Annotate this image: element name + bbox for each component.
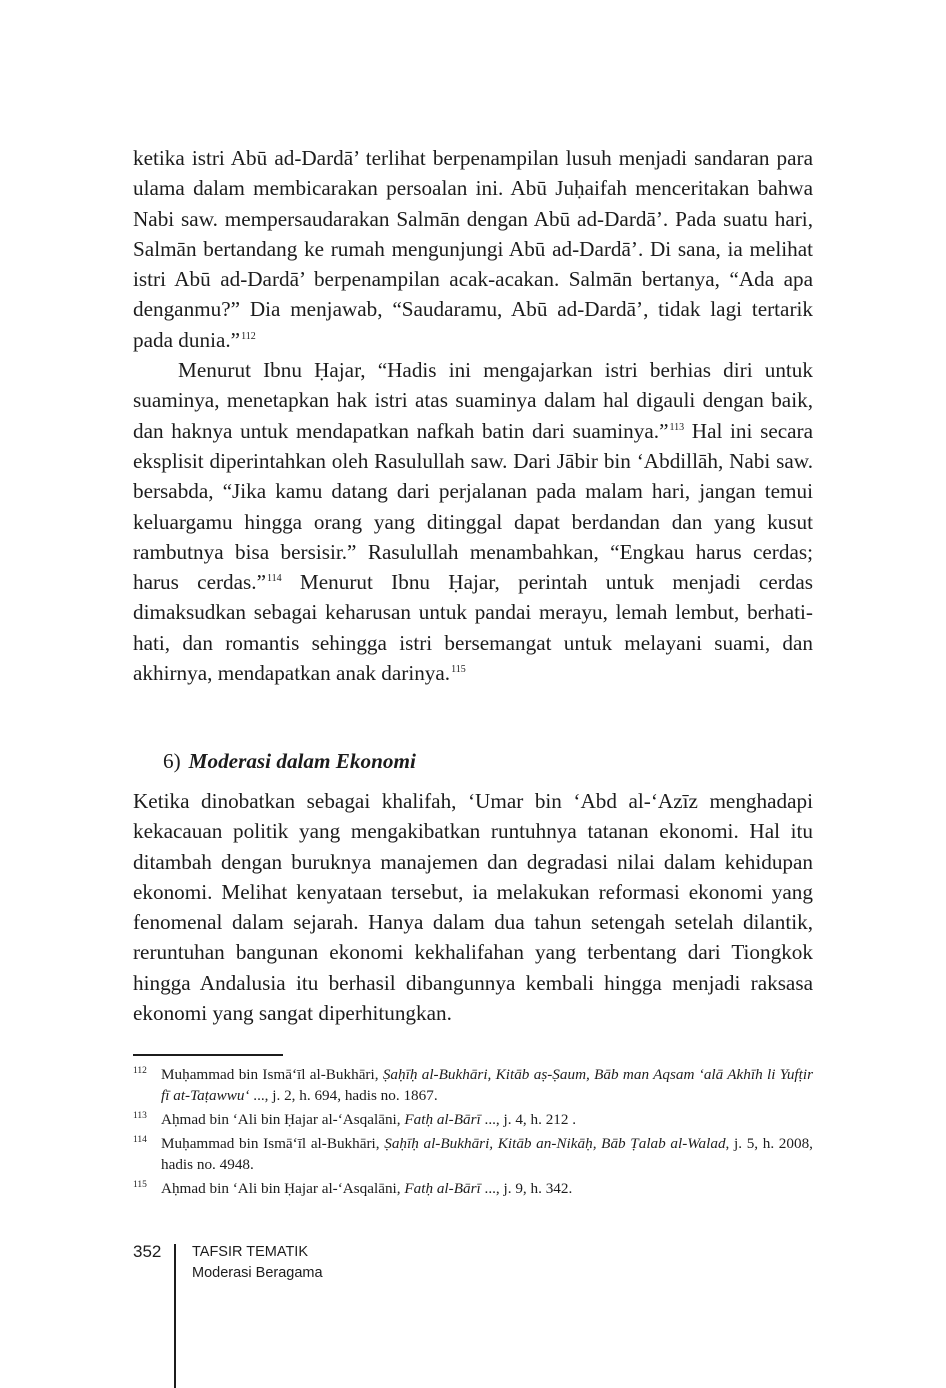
running-title [192,1242,323,1284]
paragraph-text: ketika istri Abū ad-Dardā’ terlihat berpenampilan lusuh menjadi sandaran para ulama dalam membicarakan persoalan ini. Abū Juḥaifah menceritakan bahwa Nabi saw. mempersaudarakan Salmān dengan Abū ad-Dardā’. Pada suatu hari, Salmān bertandang ke rumah mengunjungi Abū ad-Dardā’. Di sana, ia melihat istri Abū ad-Dardā’ berpenampilan acak-acakan. Salmān bertanya, “Ada apa denganmu?” Dia menjawab, “Saudaramu, Abū ad-Dardā’, tidak lagi tertarik pada dunia.” [133,146,813,352]
footnote-author: Aḥmad bin ‘Ali bin Ḥajar al-‘Asqalāni, [161,1111,405,1128]
footnote-author: Aḥmad bin ‘Ali bin Ḥajar al-‘Asqalāni, [161,1180,405,1197]
footnote-title: Fatḥ al-Bārī [404,1111,481,1128]
section-body [133,786,813,1028]
book-title: TAFSIR TEMATIK [192,1244,309,1260]
footnote-author: Muḥammad bin Ismā‘īl al-Bukhāri, [161,1135,385,1152]
paragraph-text: Hal ini secara eksplisit diperintahkan oleh Rasulullah saw. Dari Jābir bin ‘Abdillāh, Nabi saw. bersabda, “Jika kamu datang dari perjalanan pada malam hari, jangan temui keluargamu hingga orang yang ditinggal dapat berdandan dan yang kusut rambutnya bisa bersisir.” Rasulullah menambahkan, “Engkau harus cerdas; harus cerdas.” [133,418,813,595]
footnote-ref-112[interactable]: 112 [241,330,256,342]
footnote-number: 112 [133,1066,147,1076]
book-subtitle: Moderasi Beragama [192,1265,323,1281]
footnote-citation: , j. 5, h. 2008, hadis no. 4948. [161,1135,813,1173]
footnote-divider [133,1054,283,1056]
footnote-number: 114 [133,1135,147,1145]
footnote-number: 115 [133,1180,147,1190]
footnote-115 [133,1178,813,1199]
section-heading [163,746,416,776]
footnote-title: Ṣaḥīḥ al-Bukhāri, Kitāb an-Nikāḥ, Bāb Ṭalab al-Walad [384,1135,726,1152]
page-number: 352 [133,1242,162,1261]
footnote-citation: ..., j. 4, h. 212 . [480,1111,577,1128]
footnote-number: 113 [133,1111,147,1121]
footnote-citation: ..., j. 9, h. 342. [480,1180,573,1197]
footnote-112 [133,1064,813,1106]
footnote-ref-115[interactable]: 115 [451,664,466,676]
paragraph-text: Menurut Ibnu Ḥajar, “Hadis ini mengajarkan istri berhias diri untuk suaminya, menetapkan hak istri atas suaminya dalam hal digauli dengan baik, dan haknya untuk mendapatkan nafkah batin dari suaminya.” [133,358,813,443]
footnotes [133,1064,813,1202]
footnote-ref-113[interactable]: 113 [669,421,685,433]
paragraph-ibnu-hajar [133,355,813,688]
section-title: Moderasi dalam Ekonomi [188,749,416,773]
paragraph-text: Menurut Ibnu Ḥajar, perintah untuk menjadi cerdas dimaksudkan sebagai keharusan untuk pandai merayu, lemah lembut, berhati-hati, dan romantis sehingga istri bersemangat untuk melayani suami, dan akhirnya, mendapatkan anak darinya. [133,570,814,686]
footnote-113 [133,1109,813,1130]
paragraph-continuation [133,143,813,355]
section-paragraph: Ketika dinobatkan sebagai khalifah, ‘Umar bin ‘Abd al-‘Azīz menghadapi kekacauan politik yang mengakibatkan runtuhnya tatanan ekonomi. Hal itu ditambah dengan buruknya manajemen dan degradasi nilai dalam kehidupan ekonomi. Melihat kenyataan tersebut, ia melakukan reformasi ekonomi yang fenomenal dalam sejarah. Hanya dalam dua tahun setengah setelah dilantik, reruntuhan bangunan ekonomi kekhalifahan yang terbentang dari Tiongkok hingga Andalusia itu berhasil dibangunnya kembali hingga menjadi raksasa ekonomi yang sangat diperhitungkan. [133,789,813,1026]
footnote-citation: ..., j. 2, h. 694, hadis no. 1867. [249,1087,438,1104]
body-text [133,143,813,688]
footer-vertical-rule [174,1244,176,1388]
footnote-ref-114[interactable]: 114 [267,573,282,585]
footnote-title: Fatḥ al-Bārī [404,1180,481,1197]
footnote-title: Ṣaḥīḥ al-Bukhāri, Kitāb aṣ-Ṣaum, Bāb man Aqsam ‘alā Akhīh li Yufṭir fī at-Taṭawwu‘ [161,1066,813,1104]
footnote-author: Muḥammad bin Ismā‘īl al-Bukhāri, [161,1066,383,1083]
footnote-114 [133,1133,813,1175]
section-number: 6) [163,749,181,773]
